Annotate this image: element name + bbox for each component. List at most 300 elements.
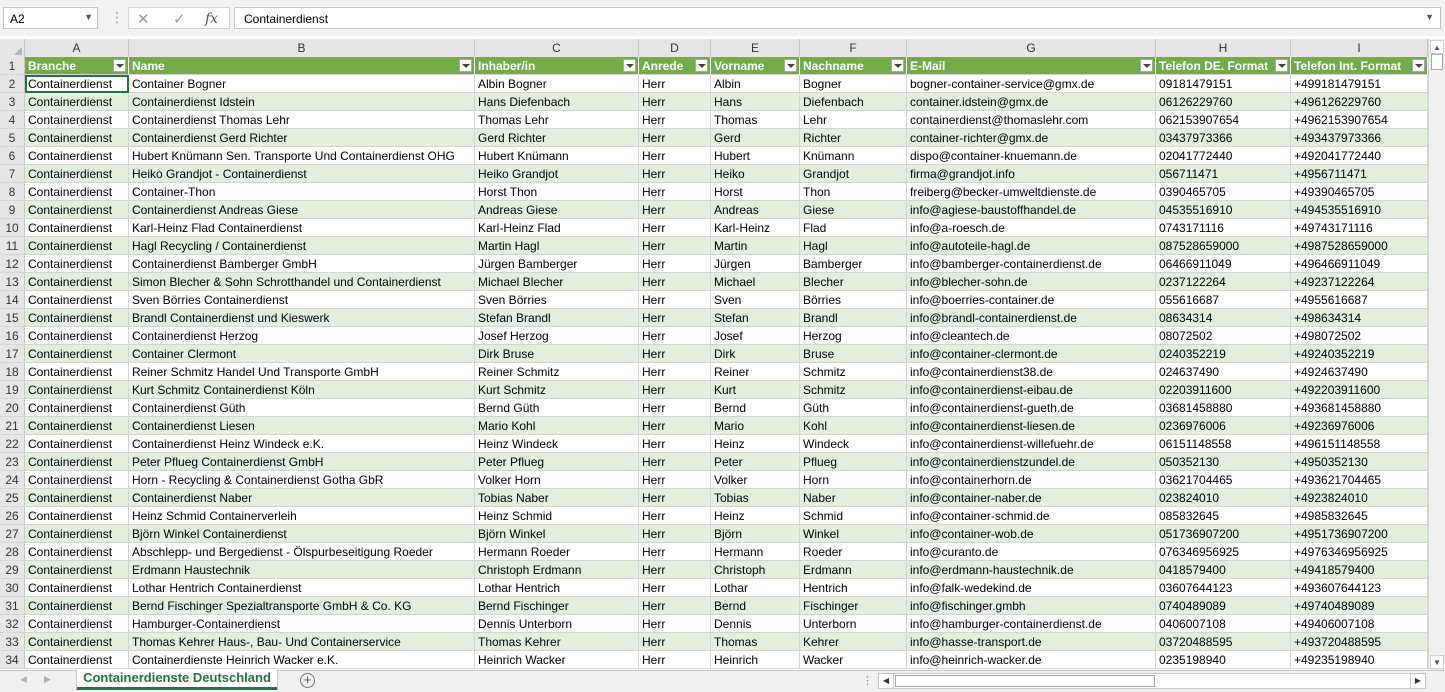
row-number[interactable]: 15 (0, 309, 25, 327)
table-cell[interactable] (475, 111, 639, 129)
table-cell[interactable] (475, 471, 639, 489)
table-cell[interactable] (129, 345, 475, 363)
table-cell[interactable] (907, 309, 1156, 327)
table-cell[interactable] (907, 543, 1156, 561)
table-cell[interactable] (25, 633, 129, 651)
table-cell[interactable] (800, 597, 907, 615)
table-cell[interactable] (907, 129, 1156, 147)
table-cell[interactable] (25, 165, 129, 183)
table-cell[interactable] (800, 507, 907, 525)
table-cell[interactable] (129, 219, 475, 237)
select-all-corner[interactable] (0, 39, 25, 57)
table-cell[interactable] (25, 237, 129, 255)
table-cell[interactable] (129, 525, 475, 543)
table-cell[interactable] (639, 93, 711, 111)
row-number[interactable]: 30 (0, 579, 25, 597)
column-header-f[interactable]: F (800, 39, 907, 57)
table-cell[interactable] (800, 219, 907, 237)
table-cell[interactable] (1291, 291, 1428, 309)
column-header-b[interactable]: B (129, 39, 475, 57)
table-cell[interactable] (639, 381, 711, 399)
table-cell[interactable] (25, 561, 129, 579)
column-title-cell[interactable] (711, 57, 800, 75)
row-number[interactable]: 16 (0, 327, 25, 345)
row-number[interactable]: 17 (0, 345, 25, 363)
table-cell[interactable] (639, 273, 711, 291)
table-cell[interactable] (1291, 633, 1428, 651)
table-cell[interactable] (475, 165, 639, 183)
table-cell[interactable] (1156, 417, 1291, 435)
table-cell[interactable] (475, 597, 639, 615)
table-cell[interactable] (907, 435, 1156, 453)
table-cell[interactable] (25, 399, 129, 417)
table-cell[interactable] (907, 489, 1156, 507)
filter-dropdown-icon[interactable] (1140, 59, 1153, 72)
formula-input[interactable] (234, 7, 1441, 29)
column-title-cell[interactable] (25, 57, 129, 75)
table-cell[interactable] (639, 597, 711, 615)
row-number[interactable]: 6 (0, 147, 25, 165)
table-cell[interactable] (639, 633, 711, 651)
vertical-dots-icon[interactable]: ⋮ (862, 675, 873, 687)
table-cell[interactable] (711, 129, 800, 147)
table-cell[interactable] (1291, 183, 1428, 201)
row-number[interactable]: 11 (0, 237, 25, 255)
table-cell[interactable] (475, 561, 639, 579)
table-cell[interactable] (475, 399, 639, 417)
table-cell[interactable] (800, 453, 907, 471)
table-cell[interactable] (475, 363, 639, 381)
table-cell[interactable] (129, 597, 475, 615)
table-cell[interactable] (1291, 237, 1428, 255)
table-cell[interactable] (1291, 489, 1428, 507)
table-cell[interactable] (800, 129, 907, 147)
table-cell[interactable] (800, 489, 907, 507)
table-cell[interactable] (639, 147, 711, 165)
table-cell[interactable] (711, 327, 800, 345)
table-cell[interactable] (800, 147, 907, 165)
table-cell[interactable] (1156, 543, 1291, 561)
table-cell[interactable] (800, 165, 907, 183)
table-cell[interactable] (475, 507, 639, 525)
table-cell[interactable] (639, 111, 711, 129)
row-number[interactable]: 14 (0, 291, 25, 309)
column-header-a[interactable]: A (25, 39, 129, 57)
table-cell[interactable] (129, 651, 475, 669)
row-number[interactable]: 25 (0, 489, 25, 507)
filter-dropdown-icon[interactable] (113, 59, 126, 72)
table-cell[interactable] (129, 453, 475, 471)
table-cell[interactable] (1156, 471, 1291, 489)
row-number[interactable]: 18 (0, 363, 25, 381)
table-cell[interactable] (800, 327, 907, 345)
table-cell[interactable] (639, 309, 711, 327)
table-cell[interactable] (1156, 489, 1291, 507)
table-cell[interactable] (800, 525, 907, 543)
table-cell[interactable] (25, 201, 129, 219)
row-number[interactable]: 27 (0, 525, 25, 543)
table-cell[interactable] (1156, 597, 1291, 615)
row-number[interactable]: 12 (0, 255, 25, 273)
table-cell[interactable] (475, 345, 639, 363)
table-cell[interactable] (475, 417, 639, 435)
table-cell[interactable] (475, 453, 639, 471)
table-cell[interactable] (1291, 255, 1428, 273)
table-cell[interactable] (711, 453, 800, 471)
table-cell[interactable] (1156, 399, 1291, 417)
table-cell[interactable] (907, 255, 1156, 273)
row-number[interactable]: 1 (0, 57, 25, 75)
table-cell[interactable] (1156, 75, 1291, 93)
table-cell[interactable] (1156, 363, 1291, 381)
table-cell[interactable] (907, 111, 1156, 129)
filter-dropdown-icon[interactable] (1275, 59, 1288, 72)
table-cell[interactable] (800, 579, 907, 597)
table-cell[interactable] (129, 579, 475, 597)
table-cell[interactable] (1291, 381, 1428, 399)
table-cell[interactable] (129, 201, 475, 219)
table-cell[interactable] (800, 651, 907, 669)
row-number[interactable]: 22 (0, 435, 25, 453)
table-cell[interactable] (25, 183, 129, 201)
table-cell[interactable] (1291, 579, 1428, 597)
table-cell[interactable] (475, 525, 639, 543)
row-number[interactable]: 31 (0, 597, 25, 615)
row-number[interactable]: 28 (0, 543, 25, 561)
row-number[interactable]: 19 (0, 381, 25, 399)
table-cell[interactable] (711, 273, 800, 291)
table-cell[interactable] (639, 579, 711, 597)
table-cell[interactable] (639, 543, 711, 561)
table-cell[interactable] (1291, 165, 1428, 183)
table-cell[interactable] (907, 651, 1156, 669)
filter-dropdown-icon[interactable] (623, 59, 636, 72)
table-cell[interactable] (639, 417, 711, 435)
horizontal-scrollbar[interactable] (878, 673, 1426, 689)
table-cell[interactable] (129, 291, 475, 309)
table-cell[interactable] (129, 129, 475, 147)
table-cell[interactable] (475, 633, 639, 651)
table-cell[interactable] (639, 615, 711, 633)
vertical-scrollbar[interactable] (1428, 39, 1445, 670)
table-cell[interactable] (907, 471, 1156, 489)
function-icon[interactable]: fx (205, 11, 219, 27)
column-header-d[interactable]: D (639, 39, 711, 57)
table-cell[interactable] (907, 273, 1156, 291)
table-cell[interactable] (800, 399, 907, 417)
table-cell[interactable] (800, 111, 907, 129)
table-cell[interactable] (129, 111, 475, 129)
row-number[interactable]: 3 (0, 93, 25, 111)
row-number[interactable]: 33 (0, 633, 25, 651)
table-cell[interactable] (129, 309, 475, 327)
table-cell[interactable] (25, 75, 129, 93)
table-cell[interactable] (907, 93, 1156, 111)
row-number[interactable]: 23 (0, 453, 25, 471)
name-box[interactable] (3, 7, 98, 29)
table-cell[interactable] (907, 291, 1156, 309)
table-cell[interactable] (907, 363, 1156, 381)
table-cell[interactable] (711, 165, 800, 183)
table-cell[interactable] (711, 651, 800, 669)
row-number[interactable]: 4 (0, 111, 25, 129)
table-cell[interactable] (129, 417, 475, 435)
table-cell[interactable] (639, 561, 711, 579)
table-cell[interactable] (711, 471, 800, 489)
table-cell[interactable] (475, 273, 639, 291)
table-cell[interactable] (711, 579, 800, 597)
column-header-g[interactable]: G (907, 39, 1156, 57)
table-cell[interactable] (1156, 237, 1291, 255)
table-cell[interactable] (639, 399, 711, 417)
table-cell[interactable] (907, 633, 1156, 651)
table-cell[interactable] (475, 255, 639, 273)
table-cell[interactable] (800, 237, 907, 255)
table-cell[interactable] (25, 363, 129, 381)
scroll-up-icon[interactable]: ▲ (1430, 40, 1444, 54)
column-title-cell[interactable] (129, 57, 475, 75)
table-cell[interactable] (475, 651, 639, 669)
table-cell[interactable] (25, 651, 129, 669)
table-cell[interactable] (800, 273, 907, 291)
table-cell[interactable] (25, 255, 129, 273)
table-cell[interactable] (639, 201, 711, 219)
scroll-left-icon[interactable]: ◀ (879, 674, 894, 688)
table-cell[interactable] (1156, 651, 1291, 669)
row-number[interactable]: 21 (0, 417, 25, 435)
table-cell[interactable] (711, 363, 800, 381)
column-title-cell[interactable] (475, 57, 639, 75)
row-number[interactable]: 8 (0, 183, 25, 201)
table-cell[interactable] (475, 327, 639, 345)
table-cell[interactable] (800, 615, 907, 633)
table-cell[interactable] (907, 525, 1156, 543)
table-cell[interactable] (25, 453, 129, 471)
table-cell[interactable] (1291, 345, 1428, 363)
column-title-cell[interactable] (907, 57, 1156, 75)
table-cell[interactable] (1156, 183, 1291, 201)
table-cell[interactable] (639, 219, 711, 237)
table-cell[interactable] (800, 93, 907, 111)
row-number[interactable]: 24 (0, 471, 25, 489)
table-cell[interactable] (1156, 147, 1291, 165)
table-cell[interactable] (1291, 471, 1428, 489)
table-cell[interactable] (907, 327, 1156, 345)
table-cell[interactable] (800, 363, 907, 381)
table-cell[interactable] (800, 543, 907, 561)
table-cell[interactable] (475, 381, 639, 399)
table-cell[interactable] (1156, 525, 1291, 543)
table-cell[interactable] (475, 147, 639, 165)
table-cell[interactable] (1156, 291, 1291, 309)
table-cell[interactable] (1291, 363, 1428, 381)
table-cell[interactable] (711, 219, 800, 237)
table-cell[interactable] (711, 543, 800, 561)
table-cell[interactable] (129, 615, 475, 633)
table-cell[interactable] (1156, 201, 1291, 219)
table-cell[interactable] (711, 201, 800, 219)
table-cell[interactable] (907, 165, 1156, 183)
table-cell[interactable] (1156, 345, 1291, 363)
vertical-scroll-thumb[interactable] (1431, 54, 1443, 70)
table-cell[interactable] (1156, 93, 1291, 111)
table-cell[interactable] (25, 417, 129, 435)
table-cell[interactable] (711, 183, 800, 201)
table-cell[interactable] (25, 489, 129, 507)
table-cell[interactable] (475, 291, 639, 309)
table-cell[interactable] (907, 345, 1156, 363)
table-cell[interactable] (639, 255, 711, 273)
table-cell[interactable] (129, 273, 475, 291)
filter-dropdown-icon[interactable] (784, 59, 797, 72)
table-cell[interactable] (25, 273, 129, 291)
table-cell[interactable] (711, 615, 800, 633)
table-cell[interactable] (800, 417, 907, 435)
table-cell[interactable] (711, 489, 800, 507)
table-cell[interactable] (25, 435, 129, 453)
table-cell[interactable] (129, 561, 475, 579)
table-cell[interactable] (639, 363, 711, 381)
table-cell[interactable] (1156, 633, 1291, 651)
table-cell[interactable] (25, 345, 129, 363)
table-cell[interactable] (25, 219, 129, 237)
table-cell[interactable] (1291, 129, 1428, 147)
table-cell[interactable] (475, 219, 639, 237)
filter-dropdown-icon[interactable] (1412, 59, 1425, 72)
table-cell[interactable] (907, 597, 1156, 615)
table-cell[interactable] (25, 291, 129, 309)
table-cell[interactable] (129, 507, 475, 525)
table-cell[interactable] (1156, 129, 1291, 147)
table-cell[interactable] (475, 183, 639, 201)
table-cell[interactable] (800, 381, 907, 399)
table-cell[interactable] (1156, 507, 1291, 525)
horizontal-scroll-thumb[interactable] (895, 675, 1155, 687)
table-cell[interactable] (1291, 597, 1428, 615)
table-cell[interactable] (1156, 453, 1291, 471)
table-cell[interactable] (711, 417, 800, 435)
table-cell[interactable] (639, 345, 711, 363)
table-cell[interactable] (907, 201, 1156, 219)
table-cell[interactable] (1156, 219, 1291, 237)
table-cell[interactable] (1291, 75, 1428, 93)
table-cell[interactable] (800, 255, 907, 273)
table-cell[interactable] (711, 255, 800, 273)
table-cell[interactable] (907, 183, 1156, 201)
table-cell[interactable] (1291, 273, 1428, 291)
table-cell[interactable] (800, 633, 907, 651)
table-cell[interactable] (25, 381, 129, 399)
row-number[interactable]: 10 (0, 219, 25, 237)
column-title-cell[interactable] (800, 57, 907, 75)
table-cell[interactable] (25, 111, 129, 129)
table-cell[interactable] (1291, 561, 1428, 579)
row-number[interactable]: 5 (0, 129, 25, 147)
table-cell[interactable] (639, 129, 711, 147)
table-cell[interactable] (129, 237, 475, 255)
table-cell[interactable] (129, 327, 475, 345)
table-cell[interactable] (129, 543, 475, 561)
table-cell[interactable] (1291, 93, 1428, 111)
table-cell[interactable] (475, 615, 639, 633)
table-cell[interactable] (25, 507, 129, 525)
table-cell[interactable] (25, 129, 129, 147)
table-cell[interactable] (711, 633, 800, 651)
table-cell[interactable] (907, 381, 1156, 399)
table-cell[interactable] (1291, 201, 1428, 219)
row-number[interactable]: 34 (0, 651, 25, 669)
table-cell[interactable] (800, 291, 907, 309)
table-cell[interactable] (25, 93, 129, 111)
table-cell[interactable] (800, 183, 907, 201)
table-cell[interactable] (639, 525, 711, 543)
table-cell[interactable] (1156, 435, 1291, 453)
table-cell[interactable] (25, 309, 129, 327)
table-cell[interactable] (907, 75, 1156, 93)
table-cell[interactable] (1291, 453, 1428, 471)
table-cell[interactable] (1291, 525, 1428, 543)
table-cell[interactable] (907, 399, 1156, 417)
table-cell[interactable] (475, 579, 639, 597)
row-number[interactable]: 26 (0, 507, 25, 525)
table-cell[interactable] (711, 435, 800, 453)
table-cell[interactable] (1291, 147, 1428, 165)
table-cell[interactable] (711, 237, 800, 255)
sheet-tab[interactable]: Containerdienste Deutschland (77, 670, 277, 690)
table-cell[interactable] (907, 147, 1156, 165)
table-cell[interactable] (639, 183, 711, 201)
table-cell[interactable] (711, 75, 800, 93)
table-cell[interactable] (1291, 543, 1428, 561)
table-cell[interactable] (639, 435, 711, 453)
table-cell[interactable] (129, 633, 475, 651)
row-number[interactable]: 29 (0, 561, 25, 579)
table-cell[interactable] (475, 543, 639, 561)
table-cell[interactable] (711, 507, 800, 525)
table-cell[interactable] (711, 93, 800, 111)
table-cell[interactable] (129, 435, 475, 453)
table-cell[interactable] (907, 579, 1156, 597)
table-cell[interactable] (639, 651, 711, 669)
table-cell[interactable] (639, 471, 711, 489)
add-sheet-icon[interactable]: + (300, 673, 315, 688)
row-number[interactable]: 20 (0, 399, 25, 417)
row-number[interactable]: 32 (0, 615, 25, 633)
table-cell[interactable] (907, 417, 1156, 435)
table-cell[interactable] (475, 75, 639, 93)
table-cell[interactable] (907, 615, 1156, 633)
table-cell[interactable] (711, 399, 800, 417)
table-cell[interactable] (800, 471, 907, 489)
table-cell[interactable] (475, 309, 639, 327)
table-cell[interactable] (800, 435, 907, 453)
table-cell[interactable] (1156, 111, 1291, 129)
table-cell[interactable] (129, 381, 475, 399)
table-cell[interactable] (1156, 561, 1291, 579)
table-cell[interactable] (1291, 651, 1428, 669)
table-cell[interactable] (639, 489, 711, 507)
table-cell[interactable] (475, 201, 639, 219)
column-header-i[interactable]: I (1291, 39, 1428, 57)
table-cell[interactable] (711, 309, 800, 327)
table-cell[interactable] (129, 147, 475, 165)
table-cell[interactable] (1291, 327, 1428, 345)
table-cell[interactable] (25, 615, 129, 633)
table-cell[interactable] (129, 255, 475, 273)
table-cell[interactable] (25, 525, 129, 543)
table-cell[interactable] (1291, 111, 1428, 129)
table-cell[interactable] (639, 453, 711, 471)
